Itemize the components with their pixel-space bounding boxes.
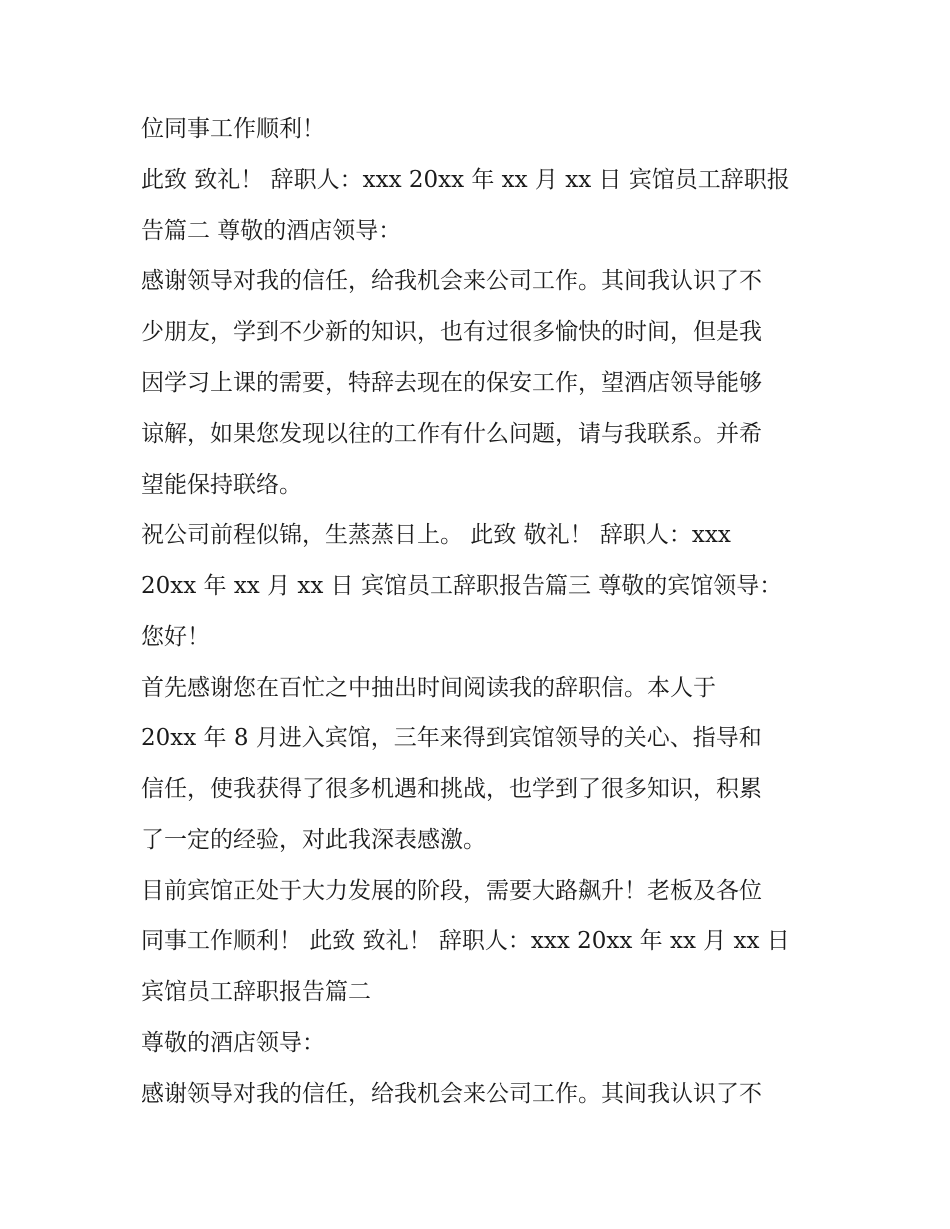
text-line: 了一定的经验，对此我深表感激。 [141, 827, 486, 853]
text-line: 感谢领导对我的信任，给我机会来公司工作。其间我认识了不 [141, 1081, 762, 1107]
text-line: 目前宾馆正处于大力发展的阶段，需要大路飙升！老板及各位 [141, 878, 762, 904]
text-line: 此致 致礼！ 辞职人：xxx 20xx 年 xx 月 xx 日 宾馆员工辞职报 [141, 167, 790, 193]
text-line: 少朋友，学到不少新的知识，也有过很多愉快的时间，但是我 [141, 319, 762, 345]
text-line: 首先感谢您在百忙之中抽出时间阅读我的辞职信。本人于 [141, 675, 716, 701]
text-line: 20xx 年 8 月进入宾馆，三年来得到宾馆领导的关心、指导和 [141, 725, 762, 751]
text-line: 谅解，如果您发现以往的工作有什么问题，请与我联系。并希 [141, 421, 762, 447]
text-line: 祝公司前程似锦，生蒸蒸日上。 此致 敬礼！ 辞职人：xxx [141, 522, 731, 548]
text-line: 告篇二 尊敬的酒店领导： [141, 218, 402, 244]
text-line: 您好！ [141, 624, 210, 650]
text-line: 因学习上课的需要，特辞去现在的保安工作，望酒店领导能够 [141, 370, 762, 396]
text-line: 信任，使我获得了很多机遇和挑战，也学到了很多知识，积累 [141, 776, 762, 802]
text-line: 感谢领导对我的信任，给我机会来公司工作。其间我认识了不 [141, 268, 762, 294]
text-line: 20xx 年 xx 月 xx 日 宾馆员工辞职报告篇三 尊敬的宾馆领导： [141, 573, 783, 599]
text-line: 位同事工作顺利！ [141, 116, 325, 142]
text-line: 尊敬的酒店领导： [141, 1030, 325, 1056]
text-line: 宾馆员工辞职报告篇二 [141, 979, 371, 1005]
text-line: 望能保持联络。 [141, 472, 302, 498]
text-line: 同事工作顺利！ 此致 致礼！ 辞职人：xxx 20xx 年 xx 月 xx 日 [141, 928, 790, 954]
